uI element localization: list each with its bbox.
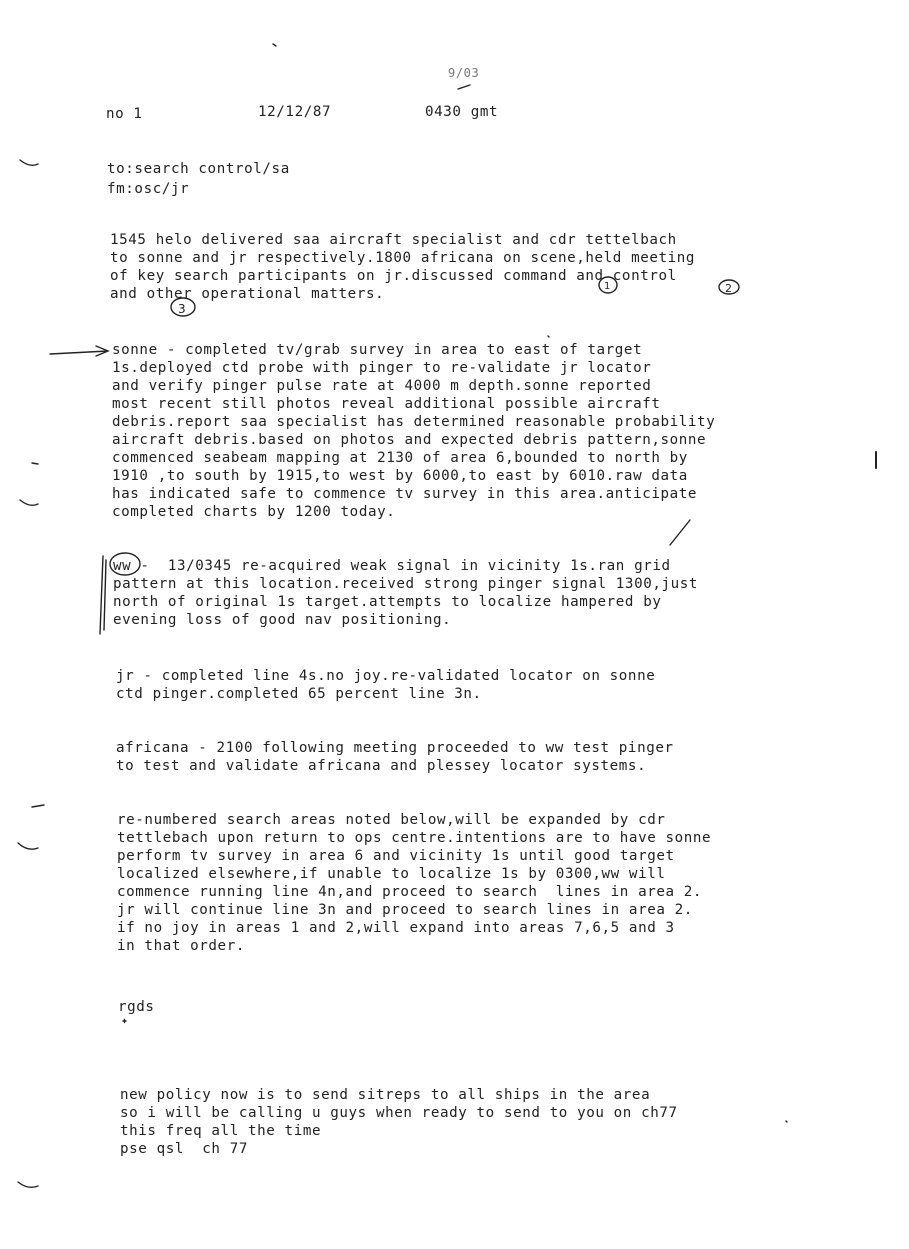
text-line: tettlebach upon return to ops centre.intentions are to have sonne <box>117 830 712 846</box>
from-line: fm:osc/jr <box>107 181 190 197</box>
text-line: north of original 1s target.attempts to localize hampered by <box>113 594 662 610</box>
text-line: this freq all the time <box>120 1123 322 1139</box>
text-line: to test and validate africana and plessey locator systems. <box>116 758 647 774</box>
circle-mark-3 <box>171 298 195 316</box>
speck-mark <box>273 44 276 46</box>
text-line: evening loss of good nav positioning. <box>113 612 452 628</box>
ww-circle-mark <box>110 553 140 575</box>
text-line: ctd pinger.completed 65 percent line 3n. <box>116 686 482 702</box>
text-line: of key search participants on jr.discussed command and control <box>110 268 677 284</box>
text-line: 1s.deployed ctd probe with pinger to re-validate jr locator <box>112 360 652 376</box>
text-line: pse qsl ch 77 <box>120 1141 248 1157</box>
text-line: 1910 ,to south by 1915,to west by 6000,to east by 6010.raw data <box>112 468 688 484</box>
text-line: jr - completed line 4s.no joy.re-validated locator on sonne <box>116 668 656 684</box>
to-line: to:search control/sa <box>107 161 290 177</box>
text-line: commenced seabeam mapping at 2130 of area 6,bounded to north by <box>112 450 688 466</box>
text-line: 1545 helo delivered saa aircraft specialist and cdr tettelbach <box>110 232 677 248</box>
bracket-mark <box>100 556 106 634</box>
speck-mark <box>32 463 38 464</box>
text-line: ww - 13/0345 re-acquired weak signal in vicinity 1s.ran grid <box>113 558 671 574</box>
text-line: debris.report saa specialist has determined reasonable probability <box>112 414 716 430</box>
circled-number-1: 1 <box>604 281 611 292</box>
text-line: completed charts by 1200 today. <box>112 504 396 520</box>
text-line: localized elsewhere,if unable to localize 1s by 0300,ww will <box>117 866 666 882</box>
text-line: to sonne and jr respectively.1800 africana on scene,held meeting <box>110 250 696 266</box>
circle-mark-2 <box>719 280 739 294</box>
text-line: and other operational matters. <box>110 286 385 302</box>
text-line: so i will be calling u guys when ready to send to you on ch77 <box>120 1105 678 1121</box>
text-line: pattern at this location.received strong pinger signal 1300,just <box>113 576 699 592</box>
message-time: 0430 gmt <box>425 104 499 120</box>
margin-curve <box>18 1182 38 1187</box>
text-line: rgds <box>118 999 155 1015</box>
circled-number-2: 2 <box>725 282 733 295</box>
text-line: aircraft debris.based on photos and expected debris pattern,sonne <box>112 432 707 448</box>
speck-mark <box>548 336 549 337</box>
text-line: if no joy in areas 1 and 2,will expand into areas 7,6,5 and 3 <box>117 920 675 936</box>
text-line: in that order. <box>117 938 245 954</box>
text-line: most recent still photos reveal additional possible aircraft <box>112 396 661 412</box>
speck-mark <box>458 85 470 89</box>
speck-mark <box>32 805 44 807</box>
text-line: commence running line 4n,and proceed to search lines in area 2. <box>117 884 703 900</box>
message-number: no 1 <box>106 106 143 122</box>
margin-curve <box>18 843 38 849</box>
margin-curve <box>20 160 38 165</box>
text-line: has indicated safe to commence tv survey in this area.anticipate <box>112 486 698 502</box>
tick-mark <box>670 520 690 545</box>
speck-mark <box>786 1121 787 1122</box>
text-line: africana - 2100 following meeting proceeded to ww test pinger <box>116 740 674 756</box>
text-line: sonne - completed tv/grab survey in area to east of target <box>112 342 643 358</box>
text-line: and verify pinger pulse rate at 4000 m depth.sonne reported <box>112 378 652 394</box>
margin-curve <box>20 500 38 505</box>
message-date: 12/12/87 <box>258 104 332 120</box>
text-line: jr will continue line 3n and proceed to search lines in area 2. <box>117 902 693 918</box>
speck-mark <box>123 1020 126 1023</box>
circled-number-3: 3 <box>178 302 187 316</box>
stamp-mark: 9/03 <box>448 66 480 80</box>
text-line: re-numbered search areas noted below,will be expanded by cdr <box>117 812 666 828</box>
text-line: new policy now is to send sitreps to all ships in the area <box>120 1087 651 1103</box>
text-line: perform tv survey in area 6 and vicinity 1s until good target <box>117 848 675 864</box>
arrow-mark <box>50 346 108 356</box>
circle-mark-1 <box>599 277 617 293</box>
